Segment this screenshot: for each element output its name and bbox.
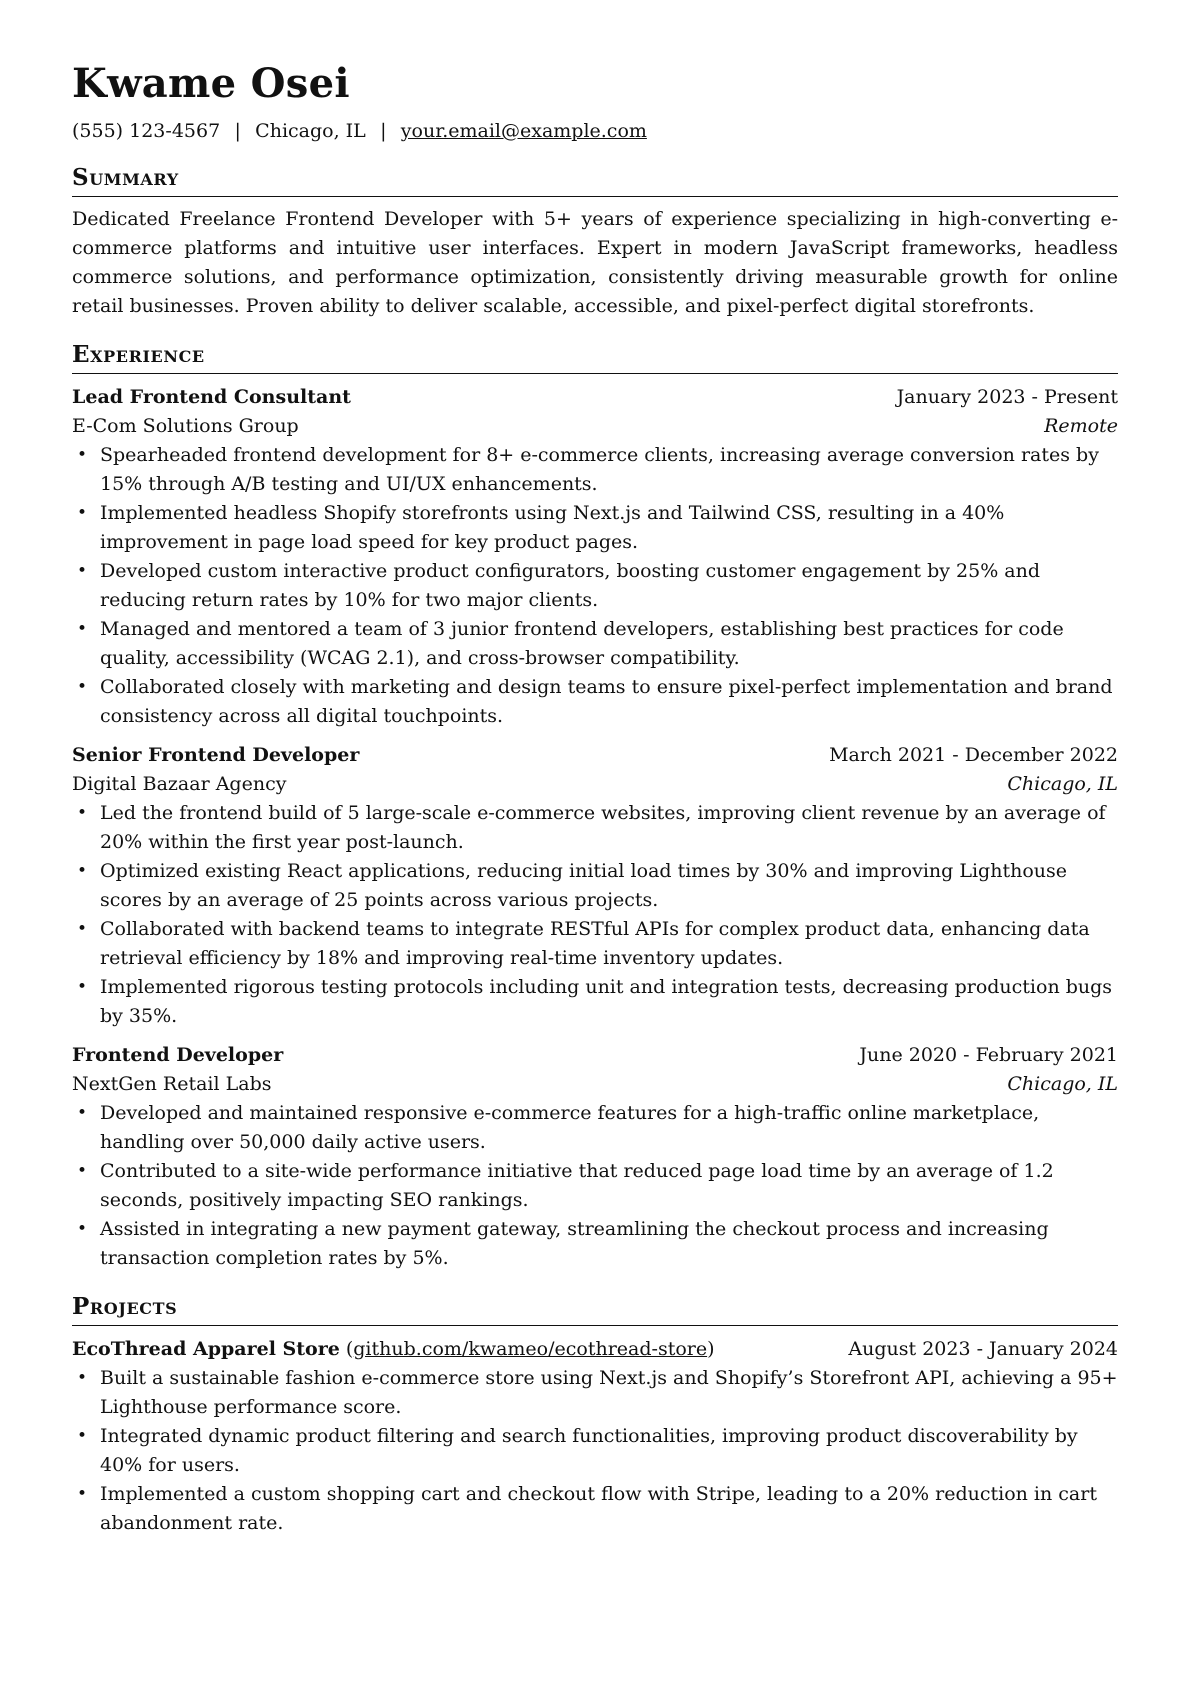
project-bullet: • Integrated dynamic product filtering and search functionalities, improving product discoverability by 40% for users.	[72, 1422, 1118, 1480]
project-link-close: )	[707, 1338, 715, 1360]
job-title: Lead Frontend Consultant	[72, 386, 351, 408]
job-bullet: • Led the frontend build of 5 large-scale e-commerce websites, improving client revenue by an average of 20% within the first year post-launch.	[72, 799, 1118, 857]
contact-line	[72, 118, 1118, 144]
job-entry	[72, 1041, 1118, 1273]
job-header-row	[72, 383, 1118, 412]
candidate-name: Kwame Osei	[72, 60, 350, 107]
location: Chicago, IL	[255, 120, 366, 142]
job-company: Digital Bazaar Agency	[72, 773, 287, 795]
contact-separator: |	[380, 120, 387, 142]
summary-section	[72, 164, 1118, 321]
job-bullet-list	[72, 441, 1118, 731]
job-company: E-Com Solutions Group	[72, 415, 299, 437]
job-location: Remote	[1044, 415, 1118, 437]
job-bullet: • Implemented headless Shopify storefronts using Next.js and Tailwind CSS, resulting in a 40% improvement in page load speed for key product pages.	[72, 499, 1118, 557]
job-bullet: • Collaborated with backend teams to integrate RESTful APIs for complex product data, enhancing data retrieval efficiency by 18% and improving real-time inventory updates.	[72, 915, 1118, 973]
job-bullet: • Developed custom interactive product configurators, boosting customer engagement by 25% and reducing return rates by 10% for two major clients.	[72, 557, 1118, 615]
job-bullet: • Implemented rigorous testing protocols including unit and integration tests, decreasing production bugs by 35%.	[72, 973, 1118, 1031]
project-bullet: • Built a sustainable fashion e-commerce store using Next.js and Shopify’s Storefront API, achieving a 95+ Lighthouse performance score.	[72, 1364, 1118, 1422]
email-link[interactable]: your.email@example.com	[400, 120, 647, 142]
job-dates: March 2021 - December 2022	[829, 744, 1118, 766]
project-link-open: (	[339, 1338, 354, 1360]
summary-heading: Summary	[72, 164, 1118, 197]
project-header-row	[72, 1335, 1118, 1364]
project-name: EcoThread Apparel Store	[72, 1338, 340, 1360]
job-bullet-list	[72, 1099, 1118, 1273]
job-bullet-list	[72, 799, 1118, 1031]
job-entry	[72, 383, 1118, 731]
job-header-row	[72, 1041, 1118, 1070]
experience-section	[72, 341, 1118, 1273]
summary-text: Dedicated Freelance Frontend Developer with 5+ years of experience specializing in high-converting e-commerce platforms and intuitive user interfaces. Expert in modern JavaScript frameworks, headless commerce solutions, and performance optimization, consistently driving measurable growth for online retail businesses. Proven ability to deliver scalable, accessible, and pixel-perfect digital storefronts.	[72, 208, 1118, 317]
contact-separator: |	[234, 120, 241, 142]
job-bullet: • Managed and mentored a team of 3 junior frontend developers, establishing best practices for code quality, accessibility (WCAG 2.1), and cross-browser compatibility.	[72, 615, 1118, 673]
job-entry	[72, 741, 1118, 1031]
job-company-row	[72, 1070, 1118, 1099]
project-bullet-list	[72, 1364, 1118, 1538]
job-title: Frontend Developer	[72, 1044, 284, 1066]
experience-heading: Experience	[72, 341, 1118, 374]
job-location: Chicago, IL	[1007, 1073, 1118, 1095]
project-entry	[72, 1335, 1118, 1538]
project-title-group	[72, 1335, 715, 1364]
job-bullet: • Developed and maintained responsive e-commerce features for a high-traffic online marketplace, handling over 50,000 daily active users.	[72, 1099, 1118, 1157]
job-company-row	[72, 770, 1118, 799]
project-bullet: • Implemented a custom shopping cart and checkout flow with Stripe, leading to a 20% reduction in cart abandonment rate.	[72, 1480, 1118, 1538]
job-company: NextGen Retail Labs	[72, 1073, 272, 1095]
project-repo-link[interactable]: github.com/kwameo/ecothread-store	[353, 1338, 708, 1360]
job-bullet: • Optimized existing React applications, reducing initial load times by 30% and improving Lighthouse scores by an average of 25 points across various projects.	[72, 857, 1118, 915]
job-bullet: • Assisted in integrating a new payment gateway, streamlining the checkout process and increasing transaction completion rates by 5%.	[72, 1215, 1118, 1273]
phone-number: (555) 123-4567	[72, 120, 221, 142]
job-header-row	[72, 741, 1118, 770]
job-bullet: • Contributed to a site-wide performance initiative that reduced page load time by an average of 1.2 seconds, positively impacting SEO rankings.	[72, 1157, 1118, 1215]
job-dates: June 2020 - February 2021	[859, 1044, 1118, 1066]
job-title: Senior Frontend Developer	[72, 744, 360, 766]
job-bullet: • Spearheaded frontend development for 8+ e-commerce clients, increasing average conversion rates by 15% through A/B testing and UI/UX enhancements.	[72, 441, 1118, 499]
job-location: Chicago, IL	[1007, 773, 1118, 795]
projects-heading: Projects	[72, 1293, 1118, 1326]
projects-section	[72, 1293, 1118, 1538]
job-dates: January 2023 - Present	[896, 386, 1118, 408]
job-company-row	[72, 412, 1118, 441]
job-bullet: • Collaborated closely with marketing and design teams to ensure pixel-perfect implementation and brand consistency across all digital touchpoints.	[72, 673, 1118, 731]
project-dates: August 2023 - January 2024	[848, 1338, 1118, 1360]
